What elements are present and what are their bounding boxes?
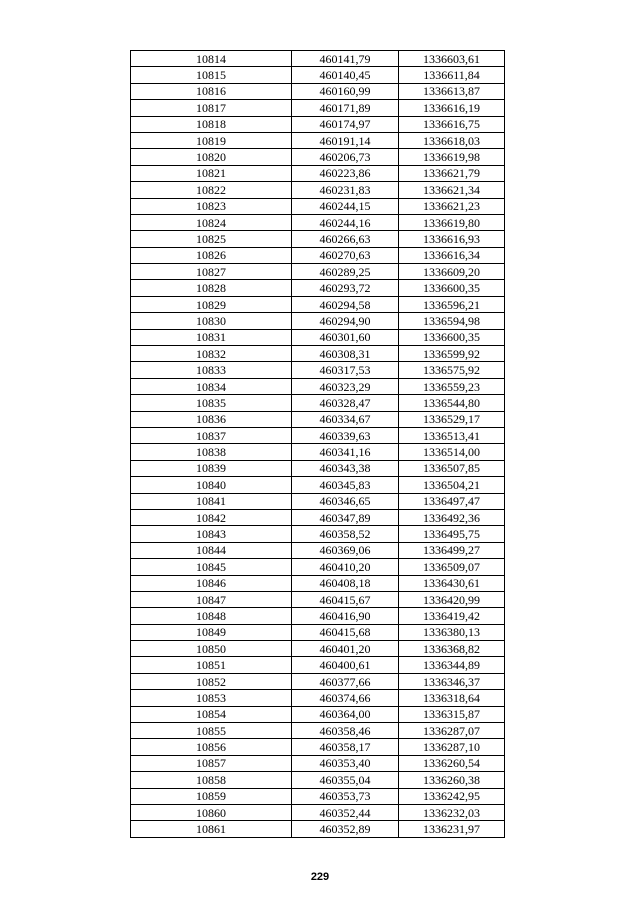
point-number-cell: 10831 (131, 329, 292, 345)
y-coordinate-cell: 1336621,23 (399, 198, 505, 214)
table-row (131, 821, 505, 837)
table-row (131, 296, 505, 312)
point-number-cell: 10855 (131, 723, 292, 739)
x-coordinate-cell: 460355,04 (292, 772, 399, 788)
point-number-cell: 10822 (131, 182, 292, 198)
x-coordinate-cell: 460347,89 (292, 509, 399, 525)
y-coordinate-cell: 1336232,03 (399, 804, 505, 820)
y-coordinate-cell: 1336260,54 (399, 755, 505, 771)
point-number-cell: 10848 (131, 608, 292, 624)
point-number-cell: 10830 (131, 313, 292, 329)
table-row (131, 264, 505, 280)
x-coordinate-cell: 460293,72 (292, 280, 399, 296)
table-row (131, 378, 505, 394)
x-coordinate-cell: 460416,90 (292, 608, 399, 624)
y-coordinate-cell: 1336315,87 (399, 706, 505, 722)
point-number-cell: 10816 (131, 83, 292, 99)
point-number-cell: 10849 (131, 624, 292, 640)
coordinates-table (130, 50, 505, 838)
point-number-cell: 10856 (131, 739, 292, 755)
y-coordinate-cell: 1336507,85 (399, 460, 505, 476)
x-coordinate-cell: 460343,38 (292, 460, 399, 476)
point-number-cell: 10861 (131, 821, 292, 837)
table-row (131, 673, 505, 689)
x-coordinate-cell: 460266,63 (292, 231, 399, 247)
table-row (131, 149, 505, 165)
x-coordinate-cell: 460244,16 (292, 214, 399, 230)
y-coordinate-cell: 1336260,38 (399, 772, 505, 788)
y-coordinate-cell: 1336287,10 (399, 739, 505, 755)
y-coordinate-cell: 1336514,00 (399, 444, 505, 460)
table-row (131, 313, 505, 329)
table-row (131, 329, 505, 345)
point-number-cell: 10832 (131, 346, 292, 362)
y-coordinate-cell: 1336621,34 (399, 182, 505, 198)
table-row (131, 280, 505, 296)
point-number-cell: 10820 (131, 149, 292, 165)
x-coordinate-cell: 460141,79 (292, 51, 399, 67)
table-row (131, 755, 505, 771)
x-coordinate-cell: 460174,97 (292, 116, 399, 132)
x-coordinate-cell: 460415,67 (292, 591, 399, 607)
x-coordinate-cell: 460206,73 (292, 149, 399, 165)
point-number-cell: 10834 (131, 378, 292, 394)
point-number-cell: 10857 (131, 755, 292, 771)
y-coordinate-cell: 1336613,87 (399, 83, 505, 99)
x-coordinate-cell: 460415,68 (292, 624, 399, 640)
point-number-cell: 10824 (131, 214, 292, 230)
x-coordinate-cell: 460346,65 (292, 493, 399, 509)
point-number-cell: 10815 (131, 67, 292, 83)
x-coordinate-cell: 460400,61 (292, 657, 399, 673)
y-coordinate-cell: 1336368,82 (399, 641, 505, 657)
table-row (131, 460, 505, 476)
x-coordinate-cell: 460140,45 (292, 67, 399, 83)
y-coordinate-cell: 1336609,20 (399, 264, 505, 280)
y-coordinate-cell: 1336509,07 (399, 559, 505, 575)
y-coordinate-cell: 1336492,36 (399, 509, 505, 525)
y-coordinate-cell: 1336594,98 (399, 313, 505, 329)
table-row (131, 362, 505, 378)
table-row (131, 657, 505, 673)
table-row (131, 493, 505, 509)
y-coordinate-cell: 1336599,92 (399, 346, 505, 362)
y-coordinate-cell: 1336497,47 (399, 493, 505, 509)
point-number-cell: 10841 (131, 493, 292, 509)
page-number: 229 (310, 871, 330, 883)
table-row (131, 214, 505, 230)
y-coordinate-cell: 1336231,97 (399, 821, 505, 837)
x-coordinate-cell: 460353,40 (292, 755, 399, 771)
table-row (131, 723, 505, 739)
x-coordinate-cell: 460352,89 (292, 821, 399, 837)
y-coordinate-cell: 1336544,80 (399, 395, 505, 411)
table-row (131, 247, 505, 263)
table-row (131, 395, 505, 411)
point-number-cell: 10858 (131, 772, 292, 788)
x-coordinate-cell: 460317,53 (292, 362, 399, 378)
point-number-cell: 10817 (131, 100, 292, 116)
y-coordinate-cell: 1336600,35 (399, 280, 505, 296)
x-coordinate-cell: 460410,20 (292, 559, 399, 575)
table-row (131, 591, 505, 607)
table-row (131, 132, 505, 148)
x-coordinate-cell: 460358,52 (292, 526, 399, 542)
x-coordinate-cell: 460244,15 (292, 198, 399, 214)
table-row (131, 706, 505, 722)
y-coordinate-cell: 1336619,80 (399, 214, 505, 230)
table-row (131, 444, 505, 460)
point-number-cell: 10823 (131, 198, 292, 214)
table-row (131, 83, 505, 99)
point-number-cell: 10852 (131, 673, 292, 689)
y-coordinate-cell: 1336504,21 (399, 477, 505, 493)
table-row (131, 182, 505, 198)
table-row (131, 67, 505, 83)
point-number-cell: 10844 (131, 542, 292, 558)
x-coordinate-cell: 460339,63 (292, 427, 399, 443)
x-coordinate-cell: 460364,00 (292, 706, 399, 722)
table-row (131, 165, 505, 181)
y-coordinate-cell: 1336618,03 (399, 132, 505, 148)
point-number-cell: 10833 (131, 362, 292, 378)
y-coordinate-cell: 1336603,61 (399, 51, 505, 67)
table-row (131, 690, 505, 706)
x-coordinate-cell: 460369,06 (292, 542, 399, 558)
table-row (131, 788, 505, 804)
point-number-cell: 10828 (131, 280, 292, 296)
x-coordinate-cell: 460171,89 (292, 100, 399, 116)
point-number-cell: 10821 (131, 165, 292, 181)
point-number-cell: 10860 (131, 804, 292, 820)
y-coordinate-cell: 1336619,98 (399, 149, 505, 165)
point-number-cell: 10826 (131, 247, 292, 263)
point-number-cell: 10843 (131, 526, 292, 542)
point-number-cell: 10850 (131, 641, 292, 657)
point-number-cell: 10838 (131, 444, 292, 460)
y-coordinate-cell: 1336513,41 (399, 427, 505, 443)
y-coordinate-cell: 1336611,84 (399, 67, 505, 83)
point-number-cell: 10842 (131, 509, 292, 525)
y-coordinate-cell: 1336380,13 (399, 624, 505, 640)
coordinates-table-body (131, 51, 505, 838)
point-number-cell: 10829 (131, 296, 292, 312)
point-number-cell: 10859 (131, 788, 292, 804)
y-coordinate-cell: 1336419,42 (399, 608, 505, 624)
x-coordinate-cell: 460408,18 (292, 575, 399, 591)
point-number-cell: 10837 (131, 427, 292, 443)
table-row (131, 641, 505, 657)
x-coordinate-cell: 460231,83 (292, 182, 399, 198)
point-number-cell: 10827 (131, 264, 292, 280)
point-number-cell: 10839 (131, 460, 292, 476)
table-row (131, 559, 505, 575)
x-coordinate-cell: 460308,31 (292, 346, 399, 362)
point-number-cell: 10840 (131, 477, 292, 493)
y-coordinate-cell: 1336596,21 (399, 296, 505, 312)
table-row (131, 100, 505, 116)
table-row (131, 542, 505, 558)
y-coordinate-cell: 1336559,23 (399, 378, 505, 394)
x-coordinate-cell: 460191,14 (292, 132, 399, 148)
point-number-cell: 10819 (131, 132, 292, 148)
y-coordinate-cell: 1336318,64 (399, 690, 505, 706)
point-number-cell: 10845 (131, 559, 292, 575)
x-coordinate-cell: 460270,63 (292, 247, 399, 263)
y-coordinate-cell: 1336430,61 (399, 575, 505, 591)
y-coordinate-cell: 1336420,99 (399, 591, 505, 607)
table-row (131, 739, 505, 755)
x-coordinate-cell: 460323,29 (292, 378, 399, 394)
x-coordinate-cell: 460358,46 (292, 723, 399, 739)
x-coordinate-cell: 460341,16 (292, 444, 399, 460)
table-row (131, 804, 505, 820)
y-coordinate-cell: 1336575,92 (399, 362, 505, 378)
x-coordinate-cell: 460160,99 (292, 83, 399, 99)
point-number-cell: 10854 (131, 706, 292, 722)
point-number-cell: 10853 (131, 690, 292, 706)
point-number-cell: 10835 (131, 395, 292, 411)
point-number-cell: 10818 (131, 116, 292, 132)
table-row (131, 477, 505, 493)
y-coordinate-cell: 1336616,93 (399, 231, 505, 247)
y-coordinate-cell: 1336495,75 (399, 526, 505, 542)
y-coordinate-cell: 1336287,07 (399, 723, 505, 739)
point-number-cell: 10847 (131, 591, 292, 607)
point-number-cell: 10825 (131, 231, 292, 247)
x-coordinate-cell: 460374,66 (292, 690, 399, 706)
table-row (131, 346, 505, 362)
table-row (131, 116, 505, 132)
y-coordinate-cell: 1336344,89 (399, 657, 505, 673)
x-coordinate-cell: 460353,73 (292, 788, 399, 804)
table-row (131, 198, 505, 214)
point-number-cell: 10836 (131, 411, 292, 427)
x-coordinate-cell: 460358,17 (292, 739, 399, 755)
x-coordinate-cell: 460334,67 (292, 411, 399, 427)
y-coordinate-cell: 1336616,75 (399, 116, 505, 132)
point-number-cell: 10814 (131, 51, 292, 67)
x-coordinate-cell: 460401,20 (292, 641, 399, 657)
table-row (131, 411, 505, 427)
table-row (131, 575, 505, 591)
table-row (131, 509, 505, 525)
table-row (131, 526, 505, 542)
table-row (131, 624, 505, 640)
table-row (131, 427, 505, 443)
x-coordinate-cell: 460289,25 (292, 264, 399, 280)
y-coordinate-cell: 1336346,37 (399, 673, 505, 689)
y-coordinate-cell: 1336242,95 (399, 788, 505, 804)
x-coordinate-cell: 460352,44 (292, 804, 399, 820)
y-coordinate-cell: 1336529,17 (399, 411, 505, 427)
x-coordinate-cell: 460377,66 (292, 673, 399, 689)
x-coordinate-cell: 460328,47 (292, 395, 399, 411)
y-coordinate-cell: 1336616,34 (399, 247, 505, 263)
y-coordinate-cell: 1336600,35 (399, 329, 505, 345)
x-coordinate-cell: 460294,90 (292, 313, 399, 329)
y-coordinate-cell: 1336621,79 (399, 165, 505, 181)
x-coordinate-cell: 460301,60 (292, 329, 399, 345)
table-row (131, 608, 505, 624)
point-number-cell: 10851 (131, 657, 292, 673)
table-row (131, 231, 505, 247)
y-coordinate-cell: 1336499,27 (399, 542, 505, 558)
table-row (131, 51, 505, 67)
table-row (131, 772, 505, 788)
y-coordinate-cell: 1336616,19 (399, 100, 505, 116)
x-coordinate-cell: 460223,86 (292, 165, 399, 181)
point-number-cell: 10846 (131, 575, 292, 591)
x-coordinate-cell: 460345,83 (292, 477, 399, 493)
x-coordinate-cell: 460294,58 (292, 296, 399, 312)
